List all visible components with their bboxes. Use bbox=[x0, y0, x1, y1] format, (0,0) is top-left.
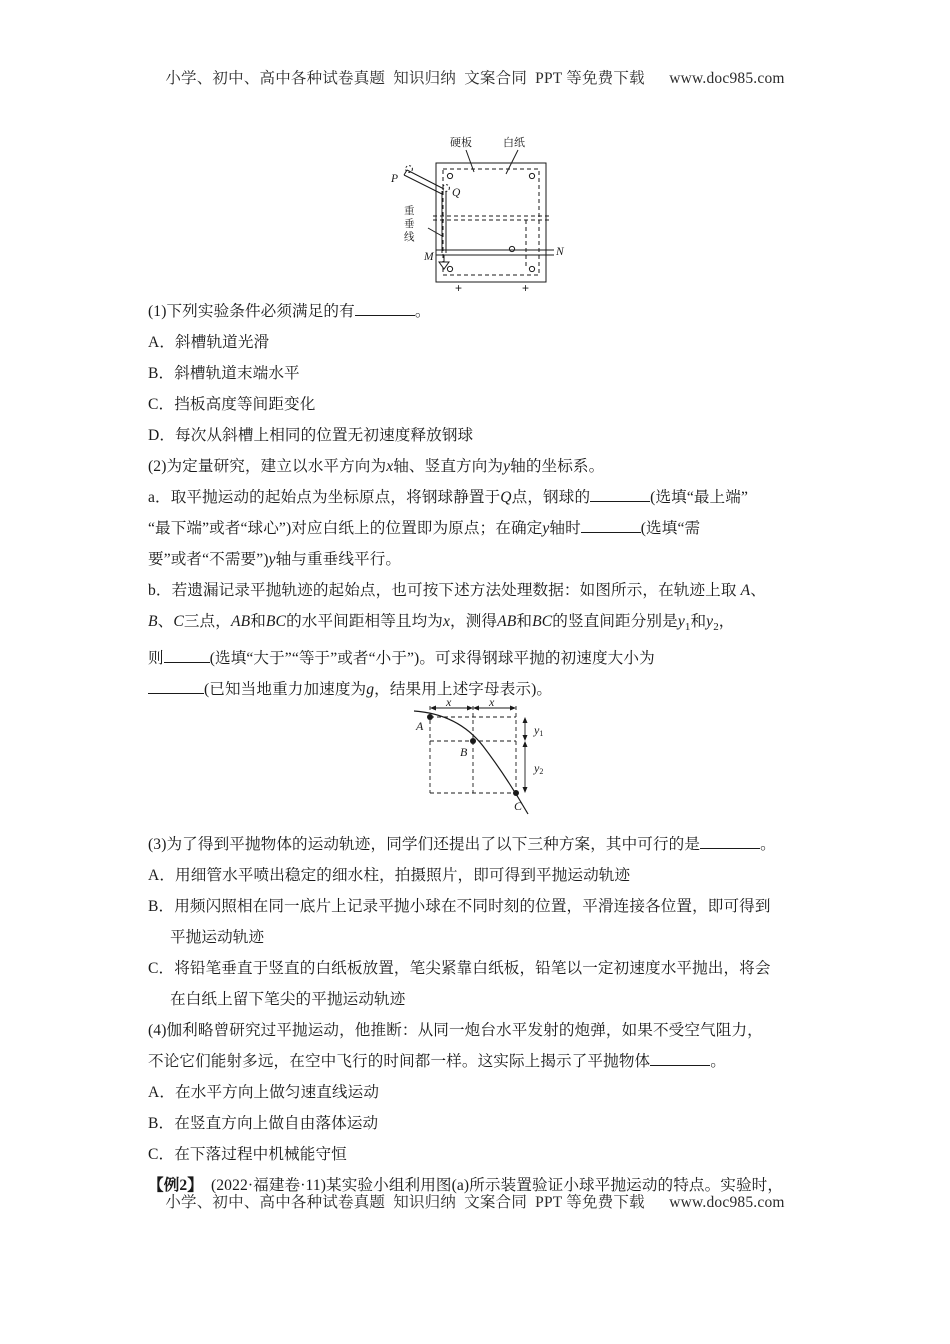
trajectory-label-x2: x bbox=[489, 698, 495, 709]
figure-point-q: Q bbox=[452, 187, 461, 199]
q4-stem-line1: (4)伽利略曾研究过平抛运动，他推断：从同一炮台水平发射的炮弹，如果不受空气阻力， bbox=[148, 1022, 763, 1040]
apparatus-figure bbox=[378, 128, 588, 296]
figure-label-plumbline-3: 线 bbox=[404, 231, 415, 243]
q2-b-blank-2[interactable] bbox=[148, 693, 204, 694]
q1-option-a[interactable]: A．斜槽轨道光滑 bbox=[148, 334, 270, 351]
example2-line: 【例2】 (2022·福建卷·11)某实验小组利用图(a)所示装置验证小球平抛运动的特点。实验时， bbox=[148, 1177, 784, 1195]
figure-label-plumbline-2: 垂 bbox=[404, 218, 415, 230]
q2-a-blank-2[interactable] bbox=[581, 532, 641, 533]
trajectory-label-y2: y2 bbox=[534, 761, 544, 776]
figure-label-plumbline-1: 重 bbox=[404, 205, 415, 217]
q1-option-b[interactable]: B．斜槽轨道末端水平 bbox=[148, 365, 300, 382]
q2-b-line3: 则 (选填“大于”“等于”或者“小于”)。可求得钢球平抛的初速度大小为 bbox=[148, 650, 655, 668]
q2-b-line1: b．若遗漏记录平抛轨迹的起始点，也可按下述方法处理数据：如图所示，在轨迹上取 A、 bbox=[148, 582, 766, 599]
q4-option-c[interactable]: C．在下落过程中机械能守恒 bbox=[148, 1146, 347, 1164]
q1-answer-blank[interactable] bbox=[355, 315, 415, 316]
q1-stem: (1)下列实验条件必须满足的有 。 bbox=[148, 303, 431, 320]
figure-point-p: P bbox=[391, 173, 399, 185]
q3-stem: (3)为了得到平抛物体的运动轨迹，同学们还提出了以下三种方案，其中可行的是 。 bbox=[148, 836, 776, 854]
figure-label-whitepaper: 白纸 bbox=[503, 137, 525, 149]
q3-answer-blank[interactable] bbox=[700, 848, 760, 849]
q1-option-d[interactable]: D．每次从斜槽上相同的位置无初速度释放钢球 bbox=[148, 427, 474, 444]
trajectory-label-b: B bbox=[460, 745, 468, 759]
trajectory-label-c: C bbox=[514, 799, 523, 813]
trajectory-label-y1: y1 bbox=[534, 723, 544, 738]
figure-point-n: N bbox=[556, 246, 564, 258]
q2-stem: (2)为定量研究，建立以水平方向为x轴、竖直方向为y轴的坐标系。 bbox=[148, 458, 605, 475]
q2-b-blank-1[interactable] bbox=[164, 662, 210, 663]
figure-label-hardboard: 硬板 bbox=[450, 137, 472, 149]
q3-option-b-line2[interactable]: 平抛运动轨迹 bbox=[170, 929, 265, 947]
q4-answer-blank[interactable] bbox=[650, 1065, 710, 1066]
trajectory-label-x1: x bbox=[446, 698, 452, 709]
trajectory-label-a: A bbox=[416, 719, 424, 733]
q3-option-a[interactable]: A．用细管水平喷出稳定的细水柱，拍摄照片，即可得到平抛运动轨迹 bbox=[148, 867, 631, 885]
q4-stem-line2: 不论它们能射多远，在空中飞行的时间都一样。这实际上揭示了平抛物体 。 bbox=[148, 1053, 726, 1071]
q3-option-c-line2[interactable]: 在白纸上留下笔尖的平抛运动轨迹 bbox=[170, 991, 406, 1009]
q2-a-line3: 要”或者“不需要”)y轴与重垂线平行。 bbox=[148, 551, 402, 568]
q3-option-c-line1[interactable]: C．将铅笔垂直于竖直的白纸板放置，笔尖紧靠白纸板，铅笔以一定初速度水平抛出，将会 bbox=[148, 960, 771, 978]
q2-b-line4: (已知当地重力加速度为g，结果用上述字母表示)。 bbox=[148, 674, 802, 705]
q2-a-blank-1[interactable] bbox=[590, 501, 650, 502]
q4-option-b[interactable]: B．在竖直方向上做自由落体运动 bbox=[148, 1115, 379, 1133]
footer-watermark: 小学、初中、高中各种试卷真题 知识归纳 文案合同 PPT 等免费下载 www.doc985.com bbox=[165, 1194, 785, 1211]
header-watermark: 小学、初中、高中各种试卷真题 知识归纳 文案合同 PPT 等免费下载 www.doc985.com bbox=[165, 70, 785, 87]
question-body bbox=[148, 296, 802, 1201]
figure-point-m: M bbox=[424, 251, 434, 263]
q3-option-b-line1[interactable]: B．用频闪照相在同一底片上记录平抛小球在不同时刻的位置，平滑连接各位置，即可得到 bbox=[148, 898, 771, 916]
q1-option-c[interactable]: C．挡板高度等间距变化 bbox=[148, 396, 316, 413]
example2-tag: 【例2】 bbox=[148, 1177, 203, 1195]
figure-plus-right: + bbox=[522, 281, 530, 295]
q2-b-line2: B、C三点，AB和BC的水平间距相等且均为x，测得AB和BC的竖直间距分别是$y_1$和$y_2$， bbox=[148, 613, 735, 634]
figure-plus-left: + bbox=[455, 281, 463, 295]
figure-spacer bbox=[148, 705, 802, 829]
q2-a-line1: a．取平抛运动的起始点为坐标原点，将钢球静置于Q点，钢球的 (选填“最上端” bbox=[148, 489, 748, 506]
q2-a-line2: “最下端”或者“球心”)对应白纸上的位置即为原点；在确定y轴时 (选填“需 bbox=[148, 520, 701, 537]
q4-option-a[interactable]: A．在水平方向上做匀速直线运动 bbox=[148, 1084, 380, 1102]
